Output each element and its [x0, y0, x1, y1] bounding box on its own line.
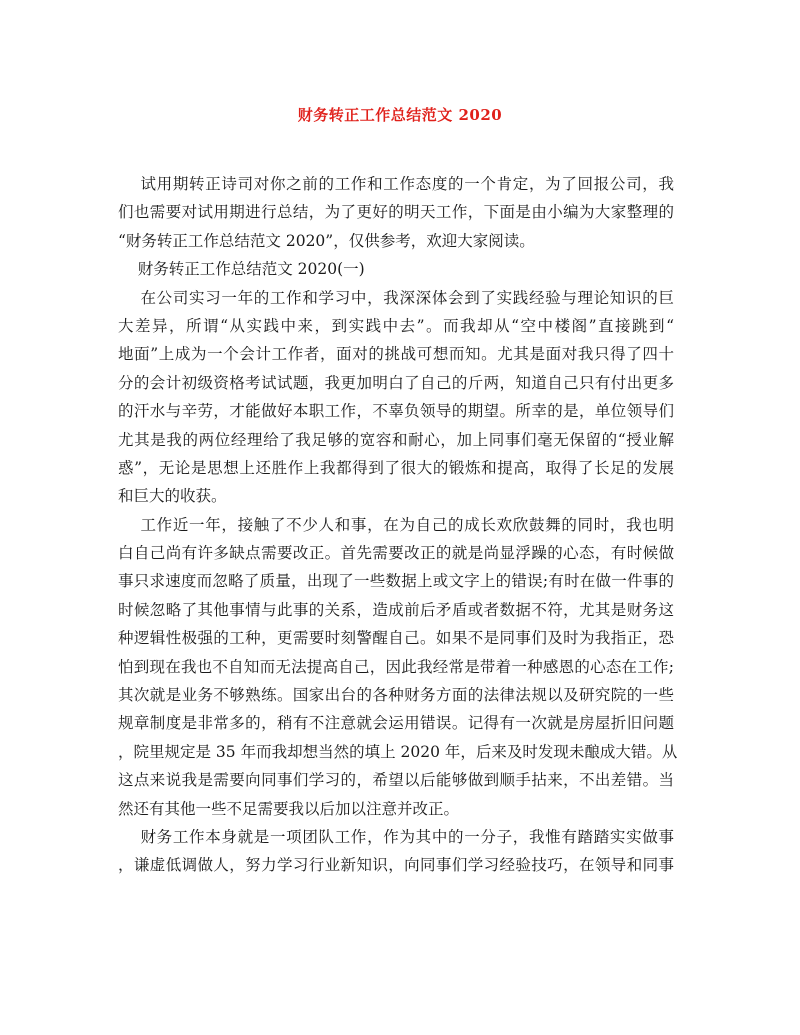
- text-line: 尤其是我的两位经理给了我足够的宽容和耐心，加上同事们毫无保留的“授业解: [118, 430, 674, 449]
- text-line: 时候忽略了其他事情与此事的关系，造成前后矛盾或者数据不符，尤其是财务这: [118, 600, 674, 619]
- text-line: 种逻辑性极强的工种，更需要时刻警醒自己。如果不是同事们及时为我指正，恐: [118, 629, 674, 648]
- text-line: 财务工作本身就是一项团队工作，作为其中的一分子，我惟有踏踏实实做事: [118, 827, 674, 846]
- text-line: 这点来说我是需要向同事们学习的，希望以后能够做到顺手拈来，不出差错。当: [118, 771, 674, 790]
- text-line: “财务转正工作总结范文 2020”，仅供参考，欢迎大家阅读。: [118, 231, 535, 250]
- text-line: 们也需要对试用期进行总结，为了更好的明天工作，下面是由小编为大家整理的: [118, 203, 674, 222]
- text-line: 规章制度是非常多的，稍有不注意就会运用错误。记得有一次就是房屋折旧问题: [118, 714, 674, 733]
- text-line: 工作近一年，接触了不少人和事，在为自己的成长欢欣鼓舞的同时，我也明: [118, 515, 674, 534]
- text-line: 白自己尚有许多缺点需要改正。首先需要改正的就是尚显浮躁的心态，有时候做: [118, 544, 674, 563]
- text-line: 惑”，无论是思想上还胜作上我都得到了很大的锻炼和提高，取得了长足的发展: [118, 458, 674, 477]
- text-line: 其次就是业务不够熟练。国家出台的各种财务方面的法律法规以及研究院的一些: [118, 686, 674, 705]
- text-line: 大差异，所谓“从实践中来，到实践中去”。而我却从“空中楼阁”直接跳到“: [118, 316, 674, 335]
- document-body: [118, 170, 678, 880]
- text-line: 然还有其他一些不足需要我以后加以注意并改正。: [118, 799, 460, 818]
- text-line: ，院里规定是 35 年而我却想当然的填上 2020 年，后来及时发现未酿成大错。从: [118, 742, 678, 761]
- text-line: 分的会计初级资格考试试题，我更加明白了自己的斤两，知道自己只有付出更多: [118, 373, 674, 392]
- document-title: 财务转正工作总结范文 2020: [297, 106, 503, 124]
- text-line: 的汗水与辛劳，才能做好本职工作，不辜负领导的期望。所幸的是，单位领导们: [118, 402, 674, 421]
- section-heading: 财务转正工作总结范文 2020(一): [118, 260, 365, 279]
- text-line: ，谦虚低调做人，努力学习行业新知识，向同事们学习经验技巧，在领导和同事: [118, 856, 674, 875]
- text-line: 和巨大的收获。: [118, 487, 227, 506]
- text-line: 怕到现在我也不自知而无法提高自己，因此我经常是带着一种感恩的心态在工作;: [118, 657, 674, 676]
- text-line: 地面”上成为一个会计工作者，面对的挑战可想而知。尤其是面对我只得了四十: [118, 345, 674, 364]
- text-line: 事只求速度而忽略了质量，出现了一些数据上或文字上的错误;有时在做一件事的: [118, 572, 674, 591]
- text-line: 试用期转正诗司对你之前的工作和工作态度的一个肯定，为了回报公司，我: [118, 175, 674, 193]
- text-line: 在公司实习一年的工作和学习中，我深深体会到了实践经验与理论知识的巨: [118, 288, 674, 307]
